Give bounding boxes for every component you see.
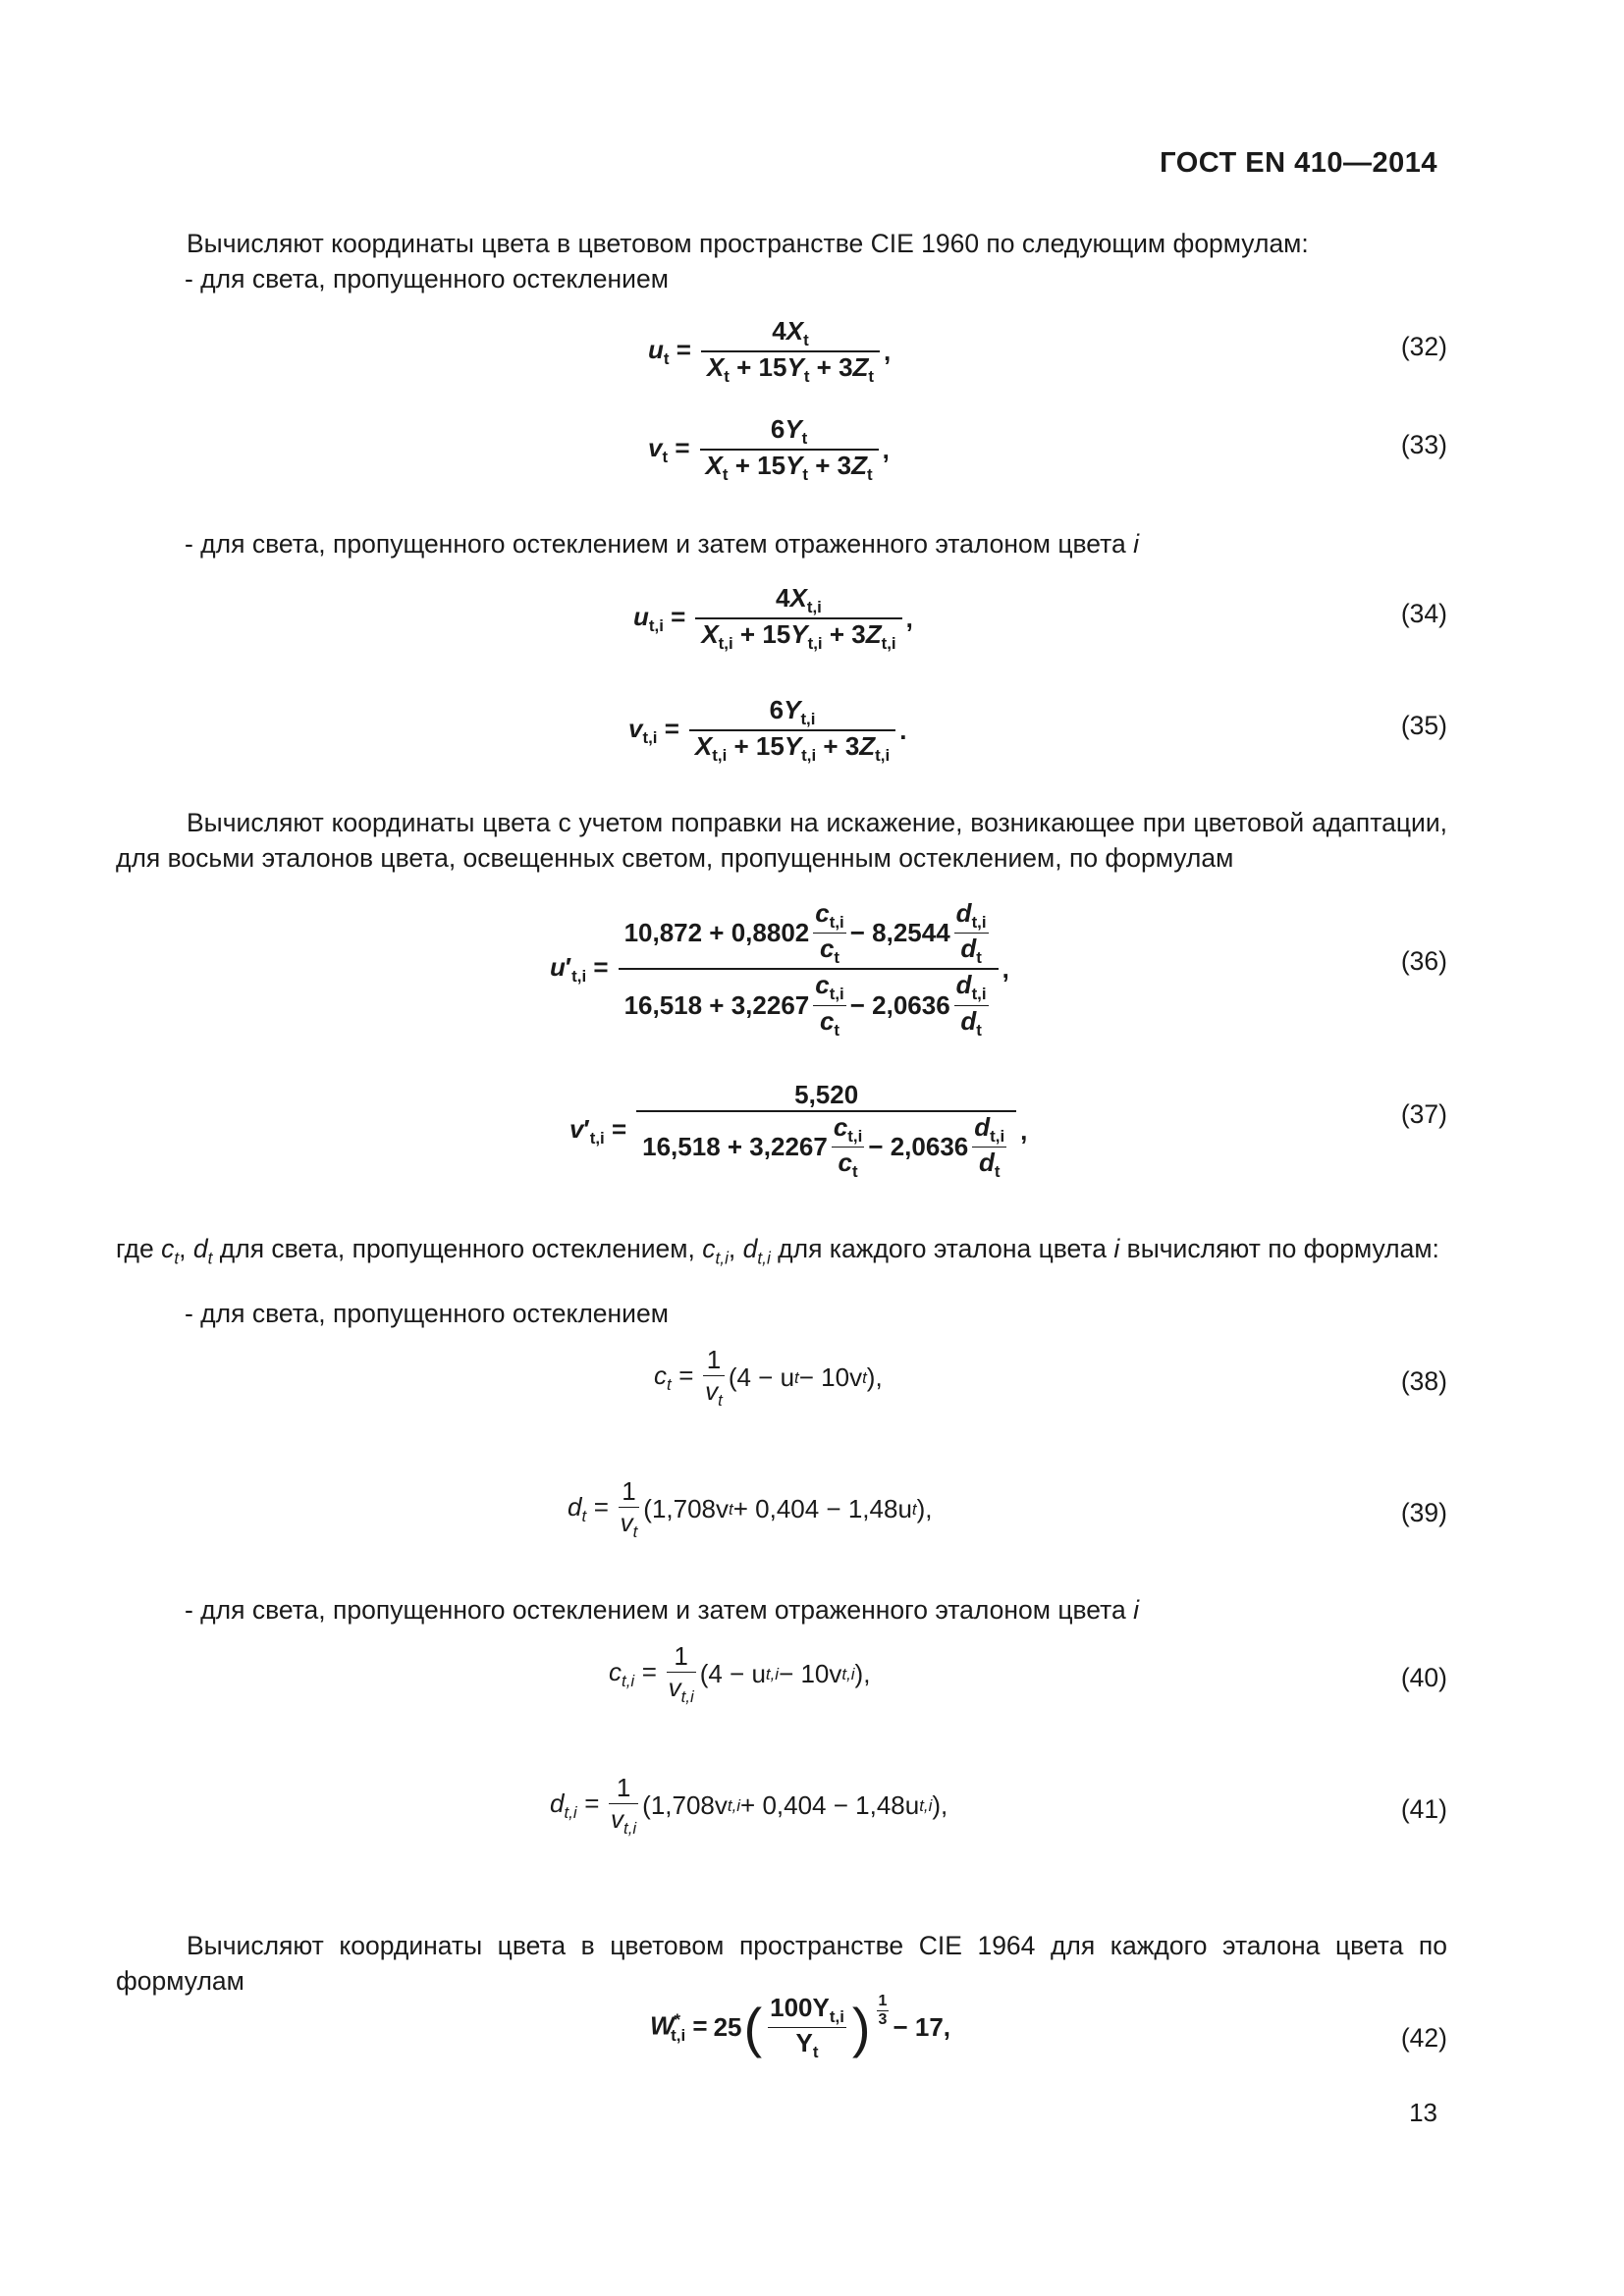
list-item-transmitted-2: - для света, пропущенного остеклением bbox=[185, 1299, 669, 1328]
paragraph-adaptation: Вычисляют координаты цвета с учетом поправки на искажение, возникающее при цветовой адаптации, для восьми эталонов цвета, освещенных светом, пропущенным остеклением, по формулам bbox=[116, 808, 1447, 873]
equation-number-39: (39) bbox=[1400, 1498, 1447, 1527]
equation-37: $v'_{t,i}$ = 5,520 16,518 + 3,2267 $\frac{c_{t,i}}{c_t}$ − 2,0636 $\frac{d_{t,i}}{d_t}$ , bbox=[569, 1080, 1028, 1182]
equation-number-32: (32) bbox=[1400, 332, 1447, 361]
equation-34: $u_{t,i}$ = $\frac{4X_{t,i}}{X_{t,i} + 15Y_{t,i} + 3Z_{t,i}}$ , bbox=[633, 583, 913, 654]
list-item-transmitted-reflected-2: - для света, пропущенного остеклением и затем отраженного эталоном цвета i bbox=[185, 1595, 1139, 1625]
list-item-transmitted: - для света, пропущенного остеклением bbox=[185, 264, 669, 294]
equation-number-34: (34) bbox=[1400, 599, 1447, 628]
equation-number-33: (33) bbox=[1400, 430, 1447, 459]
equation-36: $u'_{t,i}$ = 10,872 + 0,8802 $\frac{c_{t,i}}{c_t}$ − 8,2544 $\frac{d_{t,i}}{d_t}$ 16,518 + 3,2267 $\frac{c_{t,i}}{c_t}$ − 2,0636 $\frac{d_{t,i}}{d_t}$ , bbox=[550, 898, 1009, 1040]
equation-33: $v_t$ = $\frac{6Y_t}{X_t + 15Y_t + 3Z_t}$ , bbox=[648, 414, 890, 485]
paragraph-intro-cie1960: Вычисляют координаты цвета в цветовом пространстве CIE 1960 по следующим формулам: bbox=[187, 229, 1309, 258]
equation-number-35: (35) bbox=[1400, 711, 1447, 740]
equation-number-37: (37) bbox=[1400, 1099, 1447, 1129]
equation-number-42: (42) bbox=[1400, 2023, 1447, 2053]
equation-number-40: (40) bbox=[1400, 1663, 1447, 1692]
equation-35: $v_{t,i}$ = $\frac{6Y_{t,i}}{X_{t,i} + 15Y_{t,i} + 3Z_{t,i}}$ . bbox=[628, 695, 907, 766]
document-header: ГОСТ EN 410—2014 bbox=[1160, 147, 1437, 179]
equation-39: $d_t$ = $\frac{1}{v_t}$ (1,708v t + 0,404 − 1,48u t ), bbox=[568, 1476, 933, 1542]
paragraph-intro-cie1964: Вычисляют координаты цвета в цветовом пространстве CIE 1964 для каждого эталона цвета по формулам bbox=[116, 1931, 1447, 1996]
equation-number-36: (36) bbox=[1400, 946, 1447, 976]
page-number: 13 bbox=[1409, 2098, 1437, 2127]
equation-40: $c_{t,i}$ = $\frac{1}{v_{t,i}}$ (4 − u t,i − 10v t,i ), bbox=[609, 1641, 871, 1707]
equation-41: $d_{t,i}$ = $\frac{1}{v_{t,i}}$ (1,708v t,i + 0,404 − 1,48u t,i ), bbox=[550, 1773, 948, 1839]
equation-42: $W^*_{t,i}$ = 25 ( $\frac{100Y_{t,i}}{Y_t}$ ) $\frac{1}{3}$ − 17, bbox=[650, 1993, 951, 2062]
paragraph-where: где $c_t$, $d_t$ для света, пропущенного остеклением, $c_{t,i}$, $d_{t,i}$ для каждого эталона цвета i вычисляют по формулам: bbox=[116, 1234, 1439, 1268]
equation-38: $c_t$ = $\frac{1}{v_t}$ (4 − u t − 10v t ), bbox=[654, 1345, 883, 1411]
equation-32: $u_t$ = $\frac{4X_t}{X_t + 15Y_t + 3Z_t}$ , bbox=[648, 316, 892, 387]
list-item-transmitted-reflected: - для света, пропущенного остеклением и затем отраженного эталоном цвета i bbox=[185, 529, 1139, 559]
equation-number-41: (41) bbox=[1400, 1794, 1447, 1824]
equation-number-38: (38) bbox=[1400, 1366, 1447, 1396]
